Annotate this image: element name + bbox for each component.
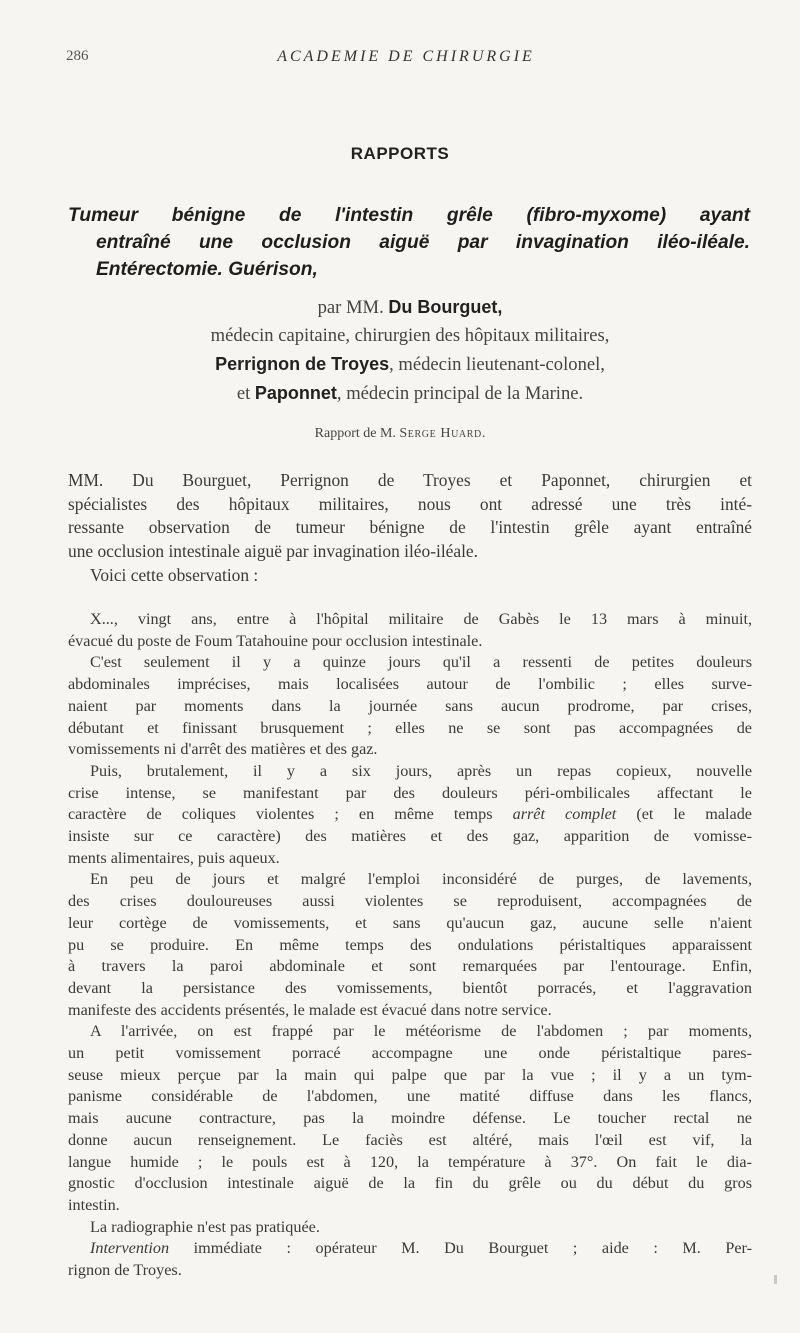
- text-line: évacué du poste de Foum Tatahouine pour occlusion intestinale.: [68, 631, 483, 650]
- text-line: insiste sur ce caractère) des matières et des gaz, apparition de vomisse-: [68, 827, 752, 846]
- article-title: [68, 202, 750, 283]
- author-line: [40, 293, 780, 322]
- author-name: Perrignon de Troyes: [215, 354, 390, 374]
- text-line: Voici cette observation :: [90, 564, 259, 585]
- author-role: , médecin lieutenant-colonel,: [389, 354, 605, 375]
- author-name: Paponnet: [254, 383, 337, 403]
- text-line: des crises douloureuses aussi violentes se reproduisent, accompagnées de: [68, 892, 752, 911]
- running-title: ACADEMIE DE CHIRURGIE: [277, 48, 535, 65]
- text-line: A l'arrivée, on est frappé par le météorisme de l'abdomen ; par moments,: [90, 1022, 752, 1041]
- author-role: , médecin principal de la Marine.: [336, 383, 584, 404]
- rapport-prefix: Rapport de M.: [314, 426, 400, 441]
- text-line: rignon de Troyes.: [68, 1261, 182, 1280]
- text-line: [68, 1238, 752, 1260]
- text-line: En peu de jours et malgré l'emploi inconsidéré de purges, de lavements,: [90, 870, 752, 889]
- author-line: [40, 379, 780, 408]
- author-block: [40, 293, 780, 408]
- text-line: intestin.: [68, 1195, 120, 1214]
- text-line: ments alimentaires, puis aqueux.: [68, 848, 280, 867]
- article-title-line: Tumeur bénigne de l'intestin grêle (fibro-myxome) ayant: [68, 205, 750, 226]
- text-line: seuse mieux perçue par la main qui palpe que par la vue ; il y a un tym-: [68, 1065, 752, 1084]
- text-line: spécialistes des hôpitaux militaires, nous ont adressé une très inté-: [68, 493, 752, 514]
- text-line: devant la persistance des vomissements, bientôt porracés, et l'aggravation: [68, 978, 752, 997]
- rapport-suffix: .: [481, 426, 486, 441]
- rapporteur-line: [0, 426, 800, 442]
- text-run: caractère de coliques violentes ; en même temps: [68, 805, 513, 824]
- text-line: panisme considérable de l'abdomen, une matité diffuse dans les flancs,: [68, 1087, 752, 1106]
- text-line: manifeste des accidents présentés, le malade est évacué dans notre service.: [68, 1000, 552, 1019]
- text-line: MM. Du Bourguet, Perrignon de Troyes et Paponnet, chirurgien et: [68, 470, 752, 490]
- rapporteur-name: Serge Huard: [399, 426, 482, 441]
- text-line: abdominales imprécises, mais localisées autour de l'ombilic ; elles surve-: [68, 675, 752, 694]
- intro-paragraph: [68, 469, 752, 588]
- text-line: crise intense, se manifestant par des douleurs péri-ombilicales affectant le: [68, 783, 752, 802]
- text-line: La radiographie n'est pas pratiquée.: [90, 1217, 320, 1236]
- text-run: immédiate : opérateur M. Du Bourguet ; aide : M. Per-: [169, 1239, 752, 1258]
- page-number: 286: [66, 48, 89, 64]
- author-line: [40, 350, 780, 379]
- text-line: naient par moments dans la journée sans aucun prodrome, par crises,: [68, 696, 752, 715]
- text-line: pu se produire. En même temps des ondulations péristaltiques apparaissent: [68, 935, 752, 954]
- observation-text: [68, 609, 752, 1282]
- author-role: médecin capitaine, chirurgien des hôpitaux militaires,: [210, 325, 610, 346]
- text-line: à travers la paroi abdominale et sont remarquées par l'entourage. Enfin,: [68, 957, 752, 976]
- section-title: RAPPORTS: [350, 144, 450, 163]
- text-line: [68, 804, 752, 826]
- running-header: [66, 48, 746, 74]
- text-line: donne aucun renseignement. Le faciès est altéré, mais l'œil est vif, la: [68, 1130, 752, 1149]
- text-line: vomissements ni d'arrêt des matières et des gaz.: [68, 740, 378, 759]
- article-title-line: entraîné une occlusion aiguë par invagination iléo-iléale.: [96, 232, 750, 253]
- text-line: Puis, brutalement, il y a six jours, après un repas copieux, nouvelle: [90, 761, 752, 780]
- text-line: C'est seulement il y a quinze jours qu'il a ressenti de petites douleurs: [90, 653, 752, 672]
- text-run: (et le malade: [616, 805, 752, 824]
- text-line: X..., vingt ans, entre à l'hôpital militaire de Gabès le 13 mars à minuit,: [90, 610, 752, 628]
- author-prefix: et: [236, 383, 255, 404]
- text-line: langue humide ; le pouls est à 120, la température à 37°. On fait le dia-: [68, 1152, 752, 1171]
- text-line: une occlusion intestinale aiguë par invagination iléo-iléale.: [68, 541, 478, 562]
- author-prefix: par MM.: [317, 297, 389, 318]
- text-line: un petit vomissement porracé accompagne une onde péristaltique pares-: [68, 1044, 752, 1063]
- article-title-line: Entérectomie. Guérison,: [96, 259, 318, 280]
- text-line: mais aucune contracture, pas la moindre défense. Le toucher rectal ne: [68, 1109, 752, 1128]
- text-line: débutant et finissant brusquement ; elles ne se sont pas accompagnées de: [68, 718, 752, 737]
- text-line: ressante observation de tumeur bénigne de l'intestin grêle ayant entraîné: [68, 517, 752, 538]
- text-line: gnostic d'occlusion intestinale aiguë de la fin du grêle ou du début du gros: [68, 1174, 752, 1193]
- text-line: leur cortège de vomissements, et sans qu'aucun gaz, aucune selle n'aient: [68, 913, 752, 932]
- margin-mark: [774, 1275, 777, 1284]
- author-name: Du Bourguet,: [388, 297, 503, 317]
- emphasis-text: Intervention: [90, 1239, 170, 1258]
- emphasis-text: arrêt complet: [512, 805, 617, 824]
